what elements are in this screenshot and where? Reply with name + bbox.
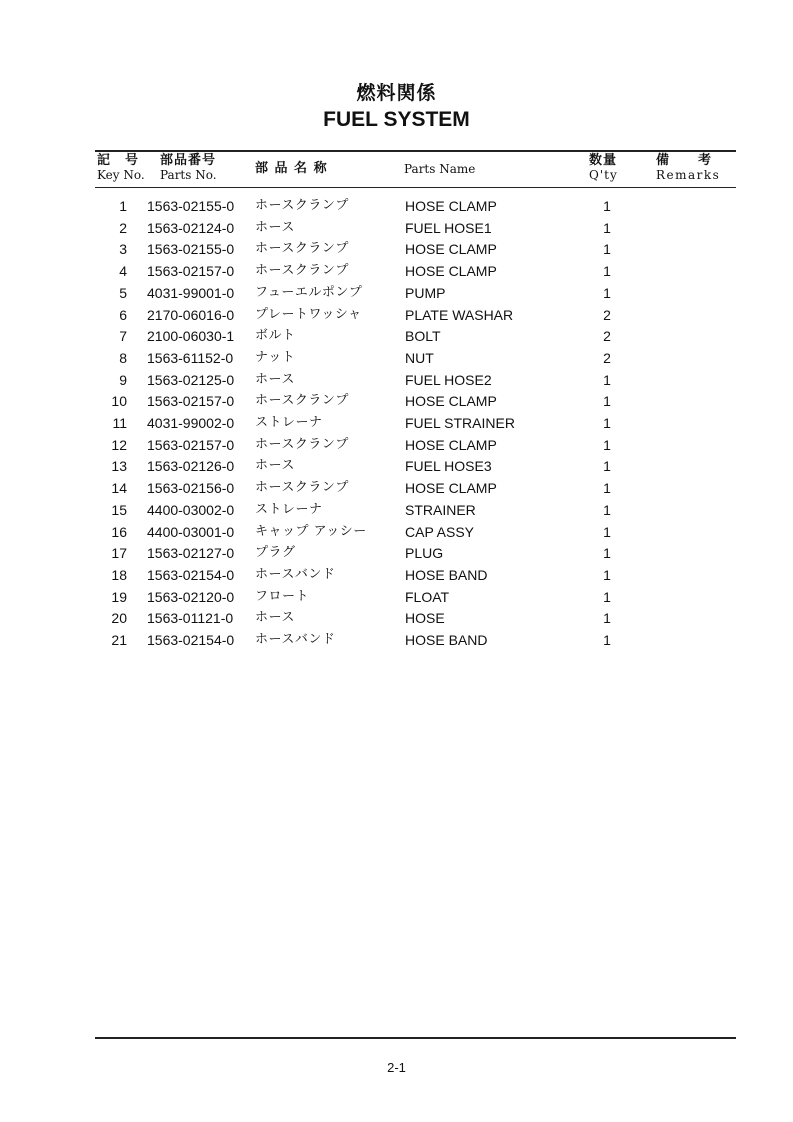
part-number-cell: 1563-02154-0: [147, 566, 235, 583]
quantity-cell: 1: [603, 480, 611, 497]
part-name-cell: PUMP: [405, 284, 446, 301]
table-row: [0, 586, 793, 608]
part-name-jp-cell: フューエルポンプ: [255, 284, 363, 300]
header-qty-jp: 数量: [589, 153, 618, 168]
part-name-cell: FUEL HOSE2: [405, 371, 492, 388]
table-row: [0, 434, 793, 456]
part-name-jp-cell: ホースクランプ: [255, 198, 349, 213]
table-row: [0, 477, 793, 499]
part-name-cell: FUEL STRAINER: [405, 415, 515, 431]
quantity-cell: 2: [603, 306, 611, 323]
part-name-cell: HOSE CLAMP: [405, 241, 497, 258]
table-row: [0, 260, 793, 282]
key-cell: 12: [111, 436, 127, 453]
part-name-jp-cell: ホース: [255, 458, 295, 474]
header-qty: [589, 153, 618, 183]
part-name-cell: HOSE CLAMP: [405, 436, 497, 453]
quantity-cell: 1: [603, 371, 611, 388]
part-name-jp-cell: ホースバンド: [255, 566, 336, 582]
part-number-cell: 2170-06016-0: [147, 306, 235, 323]
page-number: 2-1: [387, 1060, 406, 1075]
part-name-cell: STRAINER: [405, 501, 476, 518]
part-name-cell: HOSE: [405, 610, 445, 627]
part-number-cell: 2100-06030-1: [147, 328, 235, 345]
quantity-cell: 1: [603, 566, 611, 583]
key-cell: 8: [119, 349, 127, 366]
part-name-jp-cell: ホースバンド: [255, 632, 336, 647]
part-name-jp-cell: ホースクランプ: [255, 436, 349, 452]
part-number-cell: 1563-02125-0: [147, 371, 235, 388]
header-remarks: [656, 153, 720, 183]
header-key-jp: 記 号: [97, 153, 140, 168]
part-number-cell: 1563-02157-0: [147, 436, 235, 453]
table-row: [0, 347, 793, 369]
quantity-cell: 1: [603, 545, 611, 562]
table-row: [0, 607, 793, 629]
key-cell: 1: [119, 198, 127, 214]
quantity-cell: 1: [603, 610, 611, 627]
footer-rule: [95, 1037, 736, 1039]
part-name-jp-cell: ホースクランプ: [255, 393, 349, 409]
quantity-cell: 1: [603, 523, 611, 540]
table-top-rule: [95, 150, 736, 152]
part-name-cell: PLATE WASHAR: [405, 306, 514, 323]
part-name-cell: HOSE CLAMP: [405, 263, 497, 280]
table-row: [0, 325, 793, 347]
table-row: [0, 499, 793, 521]
header-parts-name-en-label: Parts Name: [404, 162, 476, 176]
quantity-cell: 1: [603, 436, 611, 453]
page-title-japanese: 燃料関係: [356, 82, 437, 104]
part-number-cell: 4031-99002-0: [147, 415, 235, 431]
part-name-jp-cell: フロート: [255, 588, 310, 604]
part-number-cell: 4400-03002-0: [147, 501, 235, 518]
part-name-cell: PLUG: [405, 545, 444, 562]
part-name-cell: NUT: [405, 349, 434, 366]
table-row: [0, 521, 793, 543]
part-name-cell: HOSE CLAMP: [405, 480, 497, 497]
header-qty-en: Q'ty: [589, 168, 618, 182]
header-part-name-jp-label: 部 品 名 称: [255, 161, 328, 176]
part-number-cell: 1563-02155-0: [147, 198, 235, 214]
table-row: [0, 412, 793, 434]
key-cell: 4: [119, 263, 127, 280]
header-parts-no-jp: 部品番号: [160, 153, 217, 168]
quantity-cell: 1: [603, 588, 611, 605]
part-name-cell: HOSE CLAMP: [405, 393, 497, 410]
key-cell: 5: [119, 284, 127, 301]
header-remarks-jp: 備 考: [656, 153, 713, 168]
part-name-jp-cell: キャップ アッシー: [255, 523, 367, 539]
part-number-cell: 4400-03001-0: [147, 523, 235, 540]
header-parts-no: [160, 153, 217, 183]
key-cell: 6: [119, 306, 127, 323]
part-name-jp-cell: プレートワッシャ: [255, 306, 362, 322]
key-cell: 9: [119, 371, 127, 388]
key-cell: 15: [111, 501, 127, 518]
part-name-jp-cell: ボルト: [255, 328, 296, 344]
part-number-cell: 1563-02156-0: [147, 480, 235, 497]
part-name-jp-cell: ストレーナ: [255, 415, 323, 430]
page-title: FUEL SYSTEM: [323, 108, 470, 131]
part-name-cell: FUEL HOSE1: [405, 219, 492, 236]
part-name-jp-cell: ホース: [255, 610, 295, 626]
part-name-jp-cell: ストレーナ: [255, 501, 323, 517]
quantity-cell: 1: [603, 198, 611, 214]
key-cell: 19: [111, 588, 127, 605]
part-number-cell: 1563-02155-0: [147, 241, 235, 258]
header-remarks-en: Remarks: [656, 168, 721, 182]
key-cell: 10: [111, 393, 127, 410]
part-name-jp-cell: ホースクランプ: [255, 241, 349, 257]
header-parts-no-en: Parts No.: [160, 168, 217, 182]
key-cell: 18: [111, 566, 127, 583]
table-row: [0, 390, 793, 412]
header-key-en: Key No.: [97, 168, 145, 182]
part-number-cell: 4031-99001-0: [147, 284, 235, 301]
key-cell: 2: [119, 219, 127, 236]
key-cell: 7: [119, 328, 127, 345]
part-number-cell: 1563-02157-0: [147, 263, 235, 280]
part-name-jp-cell: ホースクランプ: [255, 480, 349, 496]
key-cell: 16: [111, 523, 127, 540]
key-cell: 14: [111, 480, 127, 497]
quantity-cell: 1: [603, 501, 611, 518]
quantity-cell: 1: [603, 263, 611, 280]
part-number-cell: 1563-02127-0: [147, 545, 235, 562]
quantity-cell: 1: [603, 393, 611, 410]
key-cell: 11: [112, 415, 127, 431]
quantity-cell: 2: [603, 349, 611, 366]
part-number-cell: 1563-02120-0: [147, 588, 235, 605]
header-key: [97, 153, 145, 183]
table-row: [0, 455, 793, 477]
key-cell: 3: [119, 241, 127, 258]
part-name-jp-cell: プラグ: [255, 545, 296, 561]
part-name-jp-cell: ホース: [255, 219, 295, 235]
table-row: [0, 195, 793, 217]
table-row: [0, 542, 793, 564]
part-number-cell: 1563-02124-0: [147, 219, 235, 236]
part-name-jp-cell: ナット: [255, 349, 296, 365]
table-row: [0, 629, 793, 651]
header-parts-name-en: [404, 162, 475, 177]
part-name-jp-cell: ホース: [255, 371, 295, 387]
key-cell: 17: [111, 545, 127, 562]
quantity-cell: 1: [603, 632, 611, 648]
part-name-cell: FUEL HOSE3: [405, 458, 492, 475]
part-name-cell: BOLT: [405, 328, 441, 345]
part-number-cell: 1563-02157-0: [147, 393, 235, 410]
table-row: [0, 304, 793, 326]
part-name-cell: FLOAT: [405, 588, 450, 605]
part-name-cell: HOSE BAND: [405, 566, 488, 583]
part-number-cell: 1563-02126-0: [147, 458, 235, 475]
header-part-name-jp: [255, 161, 328, 176]
quantity-cell: 1: [603, 219, 611, 236]
table-row: [0, 282, 793, 304]
quantity-cell: 1: [603, 284, 611, 301]
quantity-cell: 1: [603, 458, 611, 475]
part-name-cell: HOSE BAND: [405, 632, 488, 648]
part-number-cell: 1563-02154-0: [147, 632, 235, 648]
part-name-cell: CAP ASSY: [405, 523, 475, 540]
part-number-cell: 1563-61152-0: [147, 349, 234, 366]
key-cell: 20: [111, 610, 127, 627]
table-row: [0, 238, 793, 260]
key-cell: 13: [111, 458, 127, 475]
part-name-cell: HOSE CLAMP: [405, 198, 497, 214]
key-cell: 21: [111, 632, 127, 648]
quantity-cell: 2: [603, 328, 611, 345]
part-name-jp-cell: ホースクランプ: [255, 263, 349, 279]
quantity-cell: 1: [603, 415, 611, 431]
table-row: [0, 369, 793, 391]
table-row: [0, 564, 793, 586]
part-number-cell: 1563-01121-0: [147, 610, 234, 627]
table-header-rule: [95, 187, 736, 188]
table-row: [0, 217, 793, 239]
quantity-cell: 1: [603, 241, 611, 258]
